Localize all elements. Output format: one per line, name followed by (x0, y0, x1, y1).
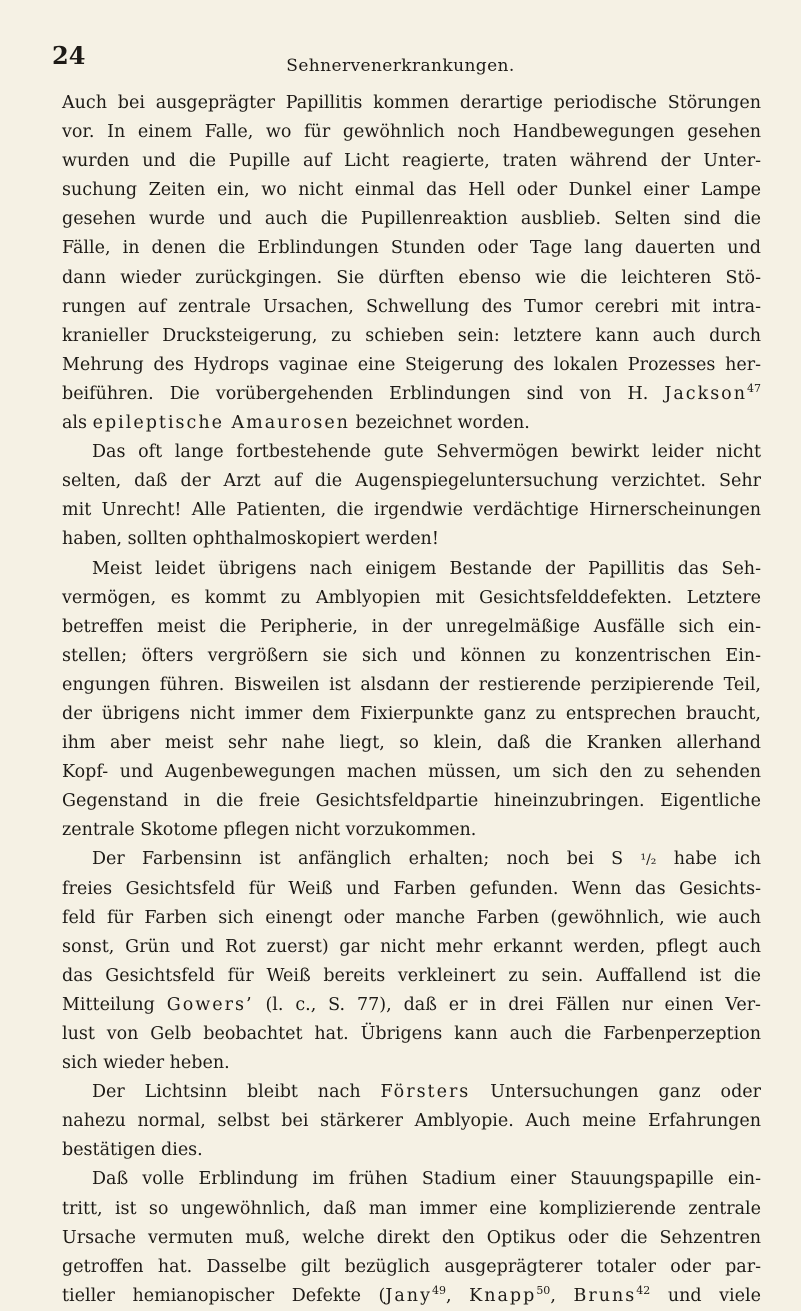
text-line: sich wieder heben. (62, 1053, 230, 1074)
text-span: und viele (667, 1285, 761, 1306)
text-line: ihm aber meist sehr nahe liegt, so klein, daß die Kranken allerhand (62, 733, 761, 754)
text-line: Ursache vermuten muß, welche direkt den Optikus oder die Sehzentren (62, 1227, 761, 1248)
text-line (62, 991, 761, 1020)
text-span: Untersuchungen ganz oder (490, 1082, 761, 1103)
fraction: ¹/₂ (640, 852, 657, 869)
author-name: Gowers’ (166, 994, 254, 1015)
text-line: feld für Farben sich einengt oder manche Farben (gewöhnlich, wie auch (62, 907, 761, 928)
text-line: suchung Zeiten ein, wo nicht einmal das Hell oder Dunkel einer Lampe (62, 180, 761, 201)
text-span: tieller hemianopischer Defekte ( (62, 1285, 386, 1306)
reference-number: 42 (636, 1283, 651, 1297)
text-line: vermögen, es kommt zu Amblyopien mit Gesichtsfelddefekten. Letztere (62, 587, 761, 608)
text-line: das Gesichtsfeld für Weiß bereits verkleinert zu sein. Auffallend ist die (62, 965, 761, 986)
text-span: Der Lichtsinn bleibt nach (92, 1082, 361, 1103)
reference-number: 49 (431, 1283, 446, 1297)
text-line (62, 1078, 761, 1107)
text-line: betreffen meist die Peripherie, in der unregelmäßige Ausfälle sich ein- (62, 616, 761, 637)
text-span: Der Farbensinn ist anfänglich erhalten; noch bei S (92, 849, 624, 870)
text-line (62, 380, 761, 409)
text-line: Fälle, in denen die Erblindungen Stunden oder Tage lang dauerten und (62, 238, 761, 259)
text-span: als (62, 413, 88, 434)
text-line: wurden und die Pupille auf Licht reagierte, traten während der Unter- (62, 151, 761, 172)
reference-number: 47 (747, 381, 761, 395)
text-line: haben, sollten ophthalmoskopiert werden! (62, 529, 439, 550)
text-line: zentrale Skotome pflegen nicht vorzukommen. (62, 820, 477, 841)
text-line: kranieller Drucksteigerung, zu schieben sein: letztere kann auch durch (62, 325, 761, 346)
text-line: tritt, ist so ungewöhnlich, daß man immer eine komplizierende zentrale (62, 1198, 761, 1219)
text-line: selten, daß der Arzt auf die Augenspiegeluntersuchung verzichtet. Sehr (62, 471, 761, 492)
text-line: dann wieder zurückgingen. Sie dürften ebenso wie die leichteren Stö- (62, 267, 761, 288)
text-line: bestätigen dies. (62, 1140, 203, 1161)
text-span: (l. c., S. 77), daß er in drei Fällen nur einen Ver- (265, 994, 761, 1015)
text-line (62, 409, 761, 438)
text-line: vor. In einem Falle, wo für gewöhnlich noch Handbewegungen gesehen (62, 122, 761, 143)
author-name: Försters (380, 1082, 471, 1103)
text-line: Das oft lange fortbestehende gute Sehvermögen bewirkt leider nicht (92, 442, 761, 463)
text-line: Kopf- und Augenbewegungen machen müssen, um sich den zu sehenden (62, 762, 761, 783)
author-name: Jackson (664, 383, 747, 404)
text-line: mit Unrecht! Alle Patienten, die irgendwie verdächtige Hirnerscheinungen (62, 500, 761, 521)
text-line: freies Gesichtsfeld für Weiß und Farben gefunden. Wenn das Gesichts- (62, 878, 761, 899)
reference-number: 50 (536, 1283, 551, 1297)
body-text (62, 89, 761, 1311)
emphasized-term: epileptische Amaurosen (92, 413, 350, 434)
text-span: , (550, 1285, 556, 1306)
text-line: Gegenstand in die freie Gesichtsfeldpartie hineinzubringen. Eigentliche (62, 791, 761, 812)
text-span: beiführen. Die vorübergehenden Erblindungen sind von H. (62, 383, 649, 404)
text-line: engungen führen. Bisweilen ist alsdann der restierende perzipierende Teil, (62, 674, 761, 695)
page-number: 24 (52, 41, 86, 70)
text-line: sonst, Grün und Rot zuerst) gar nicht mehr erkannt werden, pflegt auch (62, 936, 761, 957)
author-name: Bruns (573, 1285, 637, 1306)
text-line: Daß volle Erblindung im frühen Stadium einer Stauungspapille ein- (92, 1169, 761, 1190)
text-line: Auch bei ausgeprägter Papillitis kommen derartige periodische Störungen (62, 93, 761, 113)
text-line (62, 845, 761, 874)
text-span: Mitteilung (62, 994, 155, 1015)
text-line: der übrigens nicht immer dem Fixierpunkte ganz zu entsprechen braucht, (62, 703, 761, 724)
running-title: Sehnervenerkrankungen. (286, 56, 515, 76)
text-span: habe ich (673, 849, 761, 870)
text-line: nahezu normal, selbst bei stärkerer Amblyopie. Auch meine Erfahrungen (62, 1111, 761, 1132)
text-span: bezeichnet worden. (355, 413, 530, 434)
text-span: , (445, 1285, 452, 1306)
text-line: gesehen wurde und auch die Pupillenreaktion ausblieb. Selten sind die (62, 209, 761, 230)
text-line: lust von Gelb beobachtet hat. Übrigens kann auch die Farbenperzeption (62, 1024, 761, 1044)
text-line: rungen auf zentrale Ursachen, Schwellung des Tumor cerebri mit intra- (62, 296, 761, 317)
text-line: getroffen hat. Dasselbe gilt bezüglich ausgeprägterer totaler oder par- (62, 1256, 761, 1277)
author-name: Knapp (469, 1285, 537, 1306)
text-line: stellen; öfters vergrößern sie sich und können zu konzentrischen Ein- (62, 645, 761, 666)
text-line: Mehrung des Hydrops vaginae eine Steigerung des lokalen Prozesses her- (62, 354, 761, 375)
author-name: Jany (385, 1285, 432, 1306)
text-line: Meist leidet übrigens nach einigem Bestande der Papillitis das Seh- (92, 558, 761, 579)
